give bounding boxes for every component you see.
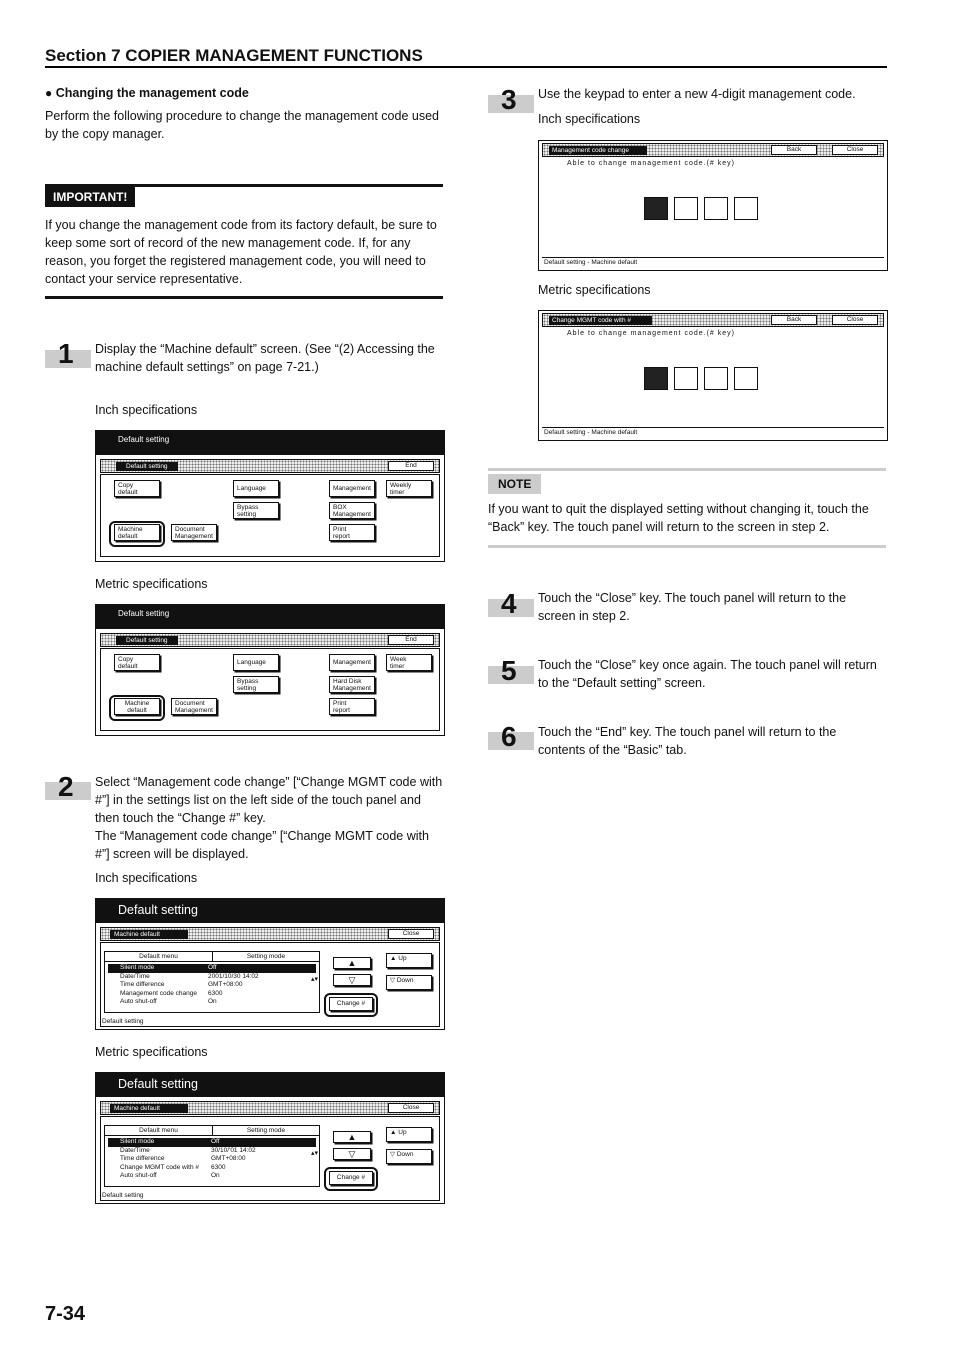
- change-number-button[interactable]: Change #: [329, 1171, 373, 1185]
- step-2-number: 2: [58, 771, 74, 802]
- scroll-up-arrow-icon[interactable]: ▲: [333, 957, 371, 969]
- default-setting-panel-inch: [95, 430, 445, 562]
- tab-machine-default[interactable]: Machine default: [110, 930, 188, 939]
- table-row[interactable]: Management code change 6300: [120, 989, 223, 997]
- down-arrow-icon: ▽: [390, 1151, 395, 1158]
- step-4-number: 4: [501, 588, 517, 619]
- code-digit-3[interactable]: [704, 197, 728, 220]
- scroll-indicator-icon: ▴▾: [311, 976, 319, 983]
- hard-disk-management-button[interactable]: Hard Disk Management: [329, 676, 375, 693]
- document-management-button[interactable]: Document Management: [171, 524, 217, 541]
- tab-default-setting[interactable]: Default setting: [116, 462, 178, 471]
- settings-table: [104, 951, 320, 1013]
- print-report-button[interactable]: Print report: [329, 524, 375, 541]
- section-rule: [45, 66, 887, 68]
- code-digit-2[interactable]: [674, 367, 698, 390]
- code-digit-4[interactable]: [734, 197, 758, 220]
- status-divider: [542, 427, 884, 428]
- close-button[interactable]: Close: [832, 145, 878, 155]
- col-setting-mode: Setting mode: [246, 953, 286, 960]
- important-rule-bottom: [45, 296, 443, 299]
- end-button[interactable]: End: [388, 461, 434, 471]
- change-number-button[interactable]: Change #: [329, 997, 373, 1011]
- table-row[interactable]: Silent mode Off: [108, 964, 316, 973]
- note-rule-bottom: [488, 545, 886, 548]
- table-row[interactable]: Auto shut-off On: [120, 1172, 220, 1179]
- step-6-number: 6: [501, 721, 517, 752]
- instruction-message: Able to change management code.(# key): [567, 160, 735, 167]
- intro-text: Perform the following procedure to change the management code used by the copy manager.: [45, 109, 439, 141]
- note-text: If you want to quit the displayed setting without changing it, touch the “Back” key. The touch panel will return to the screen in step 2.: [488, 502, 869, 534]
- back-button[interactable]: Back: [771, 145, 817, 155]
- status-line: Default setting: [102, 1018, 144, 1025]
- management-code-change-panel-inch: [538, 140, 888, 271]
- document-management-button[interactable]: Document Management: [171, 698, 217, 715]
- panel-title: Default setting: [96, 605, 444, 629]
- note-label: NOTE: [488, 474, 541, 494]
- scroll-down-arrow-icon[interactable]: ▽: [333, 1148, 371, 1160]
- intro-heading: ● Changing the management code: [45, 86, 249, 100]
- up-button[interactable]: ▲ Up: [386, 1127, 432, 1142]
- down-arrow-icon: ▽: [390, 977, 395, 984]
- scroll-indicator-icon: ▴▾: [311, 1150, 319, 1157]
- status-line: Default setting: [102, 1192, 144, 1199]
- panel-title: Default setting: [96, 431, 444, 455]
- bullet-icon: ●: [45, 86, 53, 100]
- machine-default-button[interactable]: Machine default: [114, 524, 160, 541]
- metric-label-1: Metric specifications: [95, 577, 208, 591]
- section-title: Section 7 COPIER MANAGEMENT FUNCTIONS: [45, 46, 423, 65]
- step-1-text: Display the “Machine default” screen. (See “(2) Accessing the machine default settings” on page 7-21.): [95, 342, 435, 374]
- code-digit-2[interactable]: [674, 197, 698, 220]
- table-header: [105, 1126, 319, 1136]
- inch-label-3: Inch specifications: [538, 112, 641, 126]
- print-report-button[interactable]: Print report: [329, 698, 375, 715]
- week-timer-button[interactable]: Week timer: [386, 654, 432, 671]
- language-button[interactable]: Language: [233, 480, 279, 497]
- step-1-number: 1: [58, 338, 74, 369]
- instruction-message: Able to change management code.(# key): [567, 330, 735, 337]
- down-button[interactable]: ▽ Down: [386, 1149, 432, 1164]
- close-button[interactable]: Close: [388, 1103, 434, 1113]
- settings-table: [104, 1125, 320, 1187]
- tab-management-code-change[interactable]: Management code change: [549, 146, 647, 155]
- table-row[interactable]: Change MGMT code with # 6300: [120, 1163, 226, 1171]
- bypass-setting-button[interactable]: Bypass setting: [233, 676, 279, 693]
- default-setting-panel-metric: [95, 604, 445, 736]
- note-rule-top: [488, 468, 886, 471]
- code-digit-1[interactable]: [644, 367, 668, 390]
- metric-label-2: Metric specifications: [95, 1045, 208, 1059]
- up-arrow-icon: ▲: [390, 955, 397, 962]
- copy-default-button[interactable]: Copy default: [114, 480, 160, 497]
- step-4-text: Touch the “Close” key. The touch panel will return to the screen in step 2.: [538, 591, 847, 623]
- step-5-number: 5: [501, 655, 517, 686]
- inch-label-2: Inch specifications: [95, 871, 198, 885]
- tab-default-setting[interactable]: Default setting: [116, 636, 178, 645]
- step-5-text: Touch the “Close” key once again. The touch panel will return to the “Default setting” screen.: [538, 658, 877, 690]
- end-button[interactable]: End: [388, 635, 434, 645]
- table-row[interactable]: Silent mode Off: [108, 1138, 316, 1147]
- management-button[interactable]: Management: [329, 654, 375, 671]
- important-text: If you change the management code from its factory default, be sure to keep some sort of record of the new management code. If, for any reason, you forget the registered management code, you will need to contact your service representative.: [45, 218, 437, 286]
- code-digit-3[interactable]: [704, 367, 728, 390]
- table-row[interactable]: Time difference GMT+08:00: [120, 1155, 246, 1162]
- language-button[interactable]: Language: [233, 654, 279, 671]
- important-label: IMPORTANT!: [45, 187, 135, 207]
- step-6-text: Touch the “End” key. The touch panel will return to the contents of the “Basic” tab.: [538, 725, 837, 757]
- table-row[interactable]: Date/Time 30/10/'01 14:02: [120, 1146, 256, 1154]
- table-row[interactable]: Auto shut-off On: [120, 998, 217, 1005]
- step-3-text: Use the keypad to enter a new 4-digit management code.: [538, 87, 856, 101]
- step-3-number: 3: [501, 84, 517, 115]
- management-button[interactable]: Management: [329, 480, 375, 497]
- tab-machine-default[interactable]: Machine default: [110, 1104, 188, 1113]
- table-row[interactable]: Time difference GMT+08:00: [120, 981, 243, 988]
- machine-default-panel-metric: [95, 1072, 445, 1204]
- col-setting-mode: Setting mode: [246, 1127, 286, 1134]
- copy-default-button[interactable]: Copy default: [114, 654, 160, 671]
- close-button[interactable]: Close: [388, 929, 434, 939]
- table-row[interactable]: Date/Time 2001/10/30 14:02: [120, 972, 259, 980]
- code-digit-1[interactable]: [644, 197, 668, 220]
- close-button[interactable]: Close: [832, 315, 878, 325]
- weekly-timer-button[interactable]: Weekly timer: [386, 480, 432, 497]
- up-arrow-icon: ▲: [390, 1129, 397, 1136]
- back-button[interactable]: Back: [771, 315, 817, 325]
- page-number: 7-34: [45, 1303, 86, 1325]
- inch-label-1: Inch specifications: [95, 403, 198, 417]
- col-default-menu: Default menu: [105, 1126, 213, 1135]
- status-line: Default setting - Machine default: [544, 429, 638, 436]
- table-header: [105, 952, 319, 962]
- col-default-menu: Default menu: [105, 952, 213, 961]
- bypass-setting-button[interactable]: Bypass setting: [233, 502, 279, 519]
- scroll-up-arrow-icon[interactable]: ▲: [333, 1131, 371, 1143]
- up-button[interactable]: ▲ Up: [386, 953, 432, 968]
- status-divider: [542, 257, 884, 258]
- box-management-button[interactable]: BOX Management: [329, 502, 375, 519]
- management-code-change-panel-metric: [538, 310, 888, 441]
- panel-title: Default setting: [96, 899, 444, 923]
- scroll-down-arrow-icon[interactable]: ▽: [333, 974, 371, 986]
- panel-title: Default setting: [96, 1073, 444, 1097]
- step-2-text: Select “Management code change” [“Change MGMT code with #”] in the settings list on the left side of the touch panel and then touch the “Change #” key. The “Management code change” [“Change MGMT code with #”] screen will be displayed.: [95, 775, 443, 861]
- metric-label-3: Metric specifications: [538, 283, 651, 297]
- down-button[interactable]: ▽ Down: [386, 975, 432, 990]
- machine-default-panel-inch: [95, 898, 445, 1030]
- code-digit-4[interactable]: [734, 367, 758, 390]
- tab-change-mgmt-code[interactable]: Change MGMT code with #: [549, 316, 652, 325]
- machine-default-button[interactable]: Machine default: [114, 698, 160, 715]
- status-line: Default setting - Machine default: [544, 259, 638, 266]
